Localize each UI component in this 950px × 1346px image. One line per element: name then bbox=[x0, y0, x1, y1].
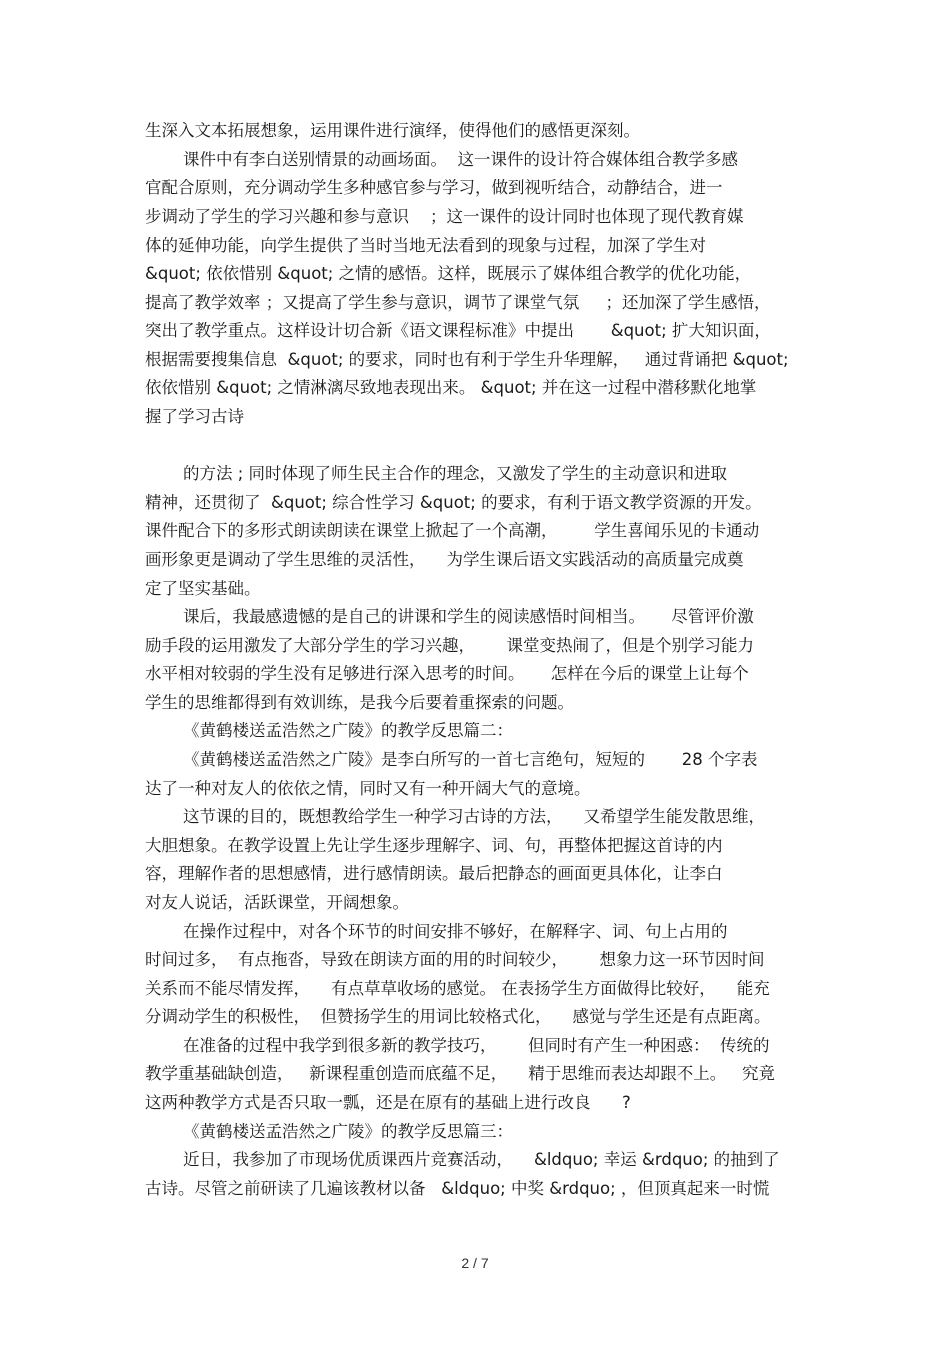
text-line: 握了学习古诗 bbox=[145, 407, 244, 426]
text-line: 提高了教学效率 ；又提高了学生参与意识，调节了课堂气氛 ；还加深了学生感悟， bbox=[145, 293, 771, 312]
text-line: 在操作过程中，对各个环节的时间安排不够好，在解释字、词、句上占用的 bbox=[183, 922, 728, 941]
text-line: 体的延伸功能，向学生提供了当时当地无法看到的现象与过程，加深了学生对 bbox=[145, 236, 706, 255]
text-line: 分调动学生的积极性， 但赞扬学生的用词比较格式化， 感觉与学生还是有点距离。 bbox=[145, 1007, 771, 1026]
text-line: 课件配合下的多形式朗读朗读在课堂上掀起了一个高潮， 学生喜闻乐见的卡通动 bbox=[145, 521, 760, 540]
text-line: 画形象更是调动了学生思维的灵活性， 为学生课后语文实践活动的高质量完成奠 bbox=[145, 550, 744, 569]
text-line: 根据需要搜集信息 &quot; 的要求，同时也有利于学生升华理解， 通过背诵把 &quot; bbox=[145, 350, 789, 369]
text-line: 课后，我最感遗憾的是自己的讲课和学生的阅读感悟时间相当。 尽管评价激 bbox=[183, 607, 754, 626]
text-line: 定了坚实基础。 bbox=[145, 579, 261, 598]
text-line: 课件中有李白送别情景的动画场面。 这一课件的设计符合媒体组合教学多感 bbox=[183, 150, 738, 169]
text-line: 学生的思维都得到有效训练，是我今后要着重探索的问题。 bbox=[145, 693, 574, 712]
section-heading: 《黄鹤楼送孟浩然之广陵》的教学反思篇三： bbox=[183, 1122, 513, 1141]
text-line: 水平相对较弱的学生没有足够进行深入思考的时间。 怎样在今后的课堂上让每个 bbox=[145, 664, 749, 683]
text-line: 精神，还贯彻了 &quot; 综合性学习 &quot; 的要求，有利于语文教学资源的开发。 bbox=[145, 493, 762, 512]
text-line: 官配合原则，充分调动学生多种感官参与学习，做到视听结合，动静结合，进一 bbox=[145, 178, 723, 197]
page-number: 2 / 7 bbox=[461, 1255, 489, 1271]
text-line: 《黄鹤楼送孟浩然之广陵》是李白所写的一首七言绝句，短短的 28 个字表 bbox=[183, 750, 758, 769]
text-line: 励手段的运用激发了大部分学生的学习兴趣， 课堂变热闹了，但是个别学习能力 bbox=[145, 636, 754, 655]
text-line: 生深入文本拓展想象，运用课件进行演绎，使得他们的感悟更深刻。 bbox=[145, 121, 640, 140]
text-line: 达了一种对友人的依依之情，同时又有一种开阔大气的意境。 bbox=[145, 779, 591, 798]
text-line: 步调动了学生的学习兴趣和参与意识 ；这一课件的设计同时也体现了现代教育媒 bbox=[145, 207, 744, 226]
text-line: 古诗。尽管之前研读了几遍该教材以备 &ldquo; 中奖 &rdquo; ，但顶真起来一时慌 bbox=[145, 1179, 770, 1198]
text-line: 的方法 ; 同时体现了师生民主合作的理念，又激发了学生的主动意识和进取 bbox=[183, 464, 728, 483]
text-line: 依依惜别 &quot; 之情淋漓尽致地表现出来。 &quot; 并在这一过程中潜移默化地掌 bbox=[145, 378, 757, 397]
text-line: 时间过多， 有点拖沓，导致在朗读方面的用的时间较少， 想象力这一环节因时间 bbox=[145, 950, 765, 969]
text-line: 突出了教学重点。这样设计切合新《语文课程标准》中提出 &quot; 扩大知识面， bbox=[145, 321, 771, 340]
text-line: 大胆想象。在教学设置上先让学生逐步理解字、词、句，再整体把握这首诗的内 bbox=[145, 836, 723, 855]
text-line: 近日，我参加了市现场优质课西片竞赛活动， &ldquo; 幸运 &rdquo; 的抽到了 bbox=[183, 1150, 780, 1169]
text-line: 对友人说话，活跃课堂，开阔想象。 bbox=[145, 893, 409, 912]
text-line: 在准备的过程中我学到很多新的教学技巧， 但同时有产生一种困惑： 传统的 bbox=[183, 1036, 770, 1055]
text-line: 容，理解作者的思想感情，进行感情朗读。最后把静态的画面更具体化，让李白 bbox=[145, 864, 723, 883]
text-line: 教学重基础缺创造， 新课程重创造而底蕴不足， 精于思维而表达却跟不上。 究竟 bbox=[145, 1064, 775, 1083]
text-line: &quot; 依依惜别 &quot; 之情的感悟。这样，既展示了媒体组合教学的优化功能， bbox=[145, 264, 752, 283]
text-line: 关系而不能尽情发挥， 有点草草收场的感觉。 在表扬学生方面做得比较好， 能充 bbox=[145, 979, 770, 998]
text-line: 这节课的目的，既想教给学生一种学习古诗的方法， 又希望学生能发散思维， bbox=[183, 807, 765, 826]
section-heading: 《黄鹤楼送孟浩然之广陵》的教学反思篇二： bbox=[183, 721, 513, 740]
text-line: 这两种教学方式是否只取一瓢，还是在原有的基础上进行改良 ? bbox=[145, 1093, 631, 1112]
